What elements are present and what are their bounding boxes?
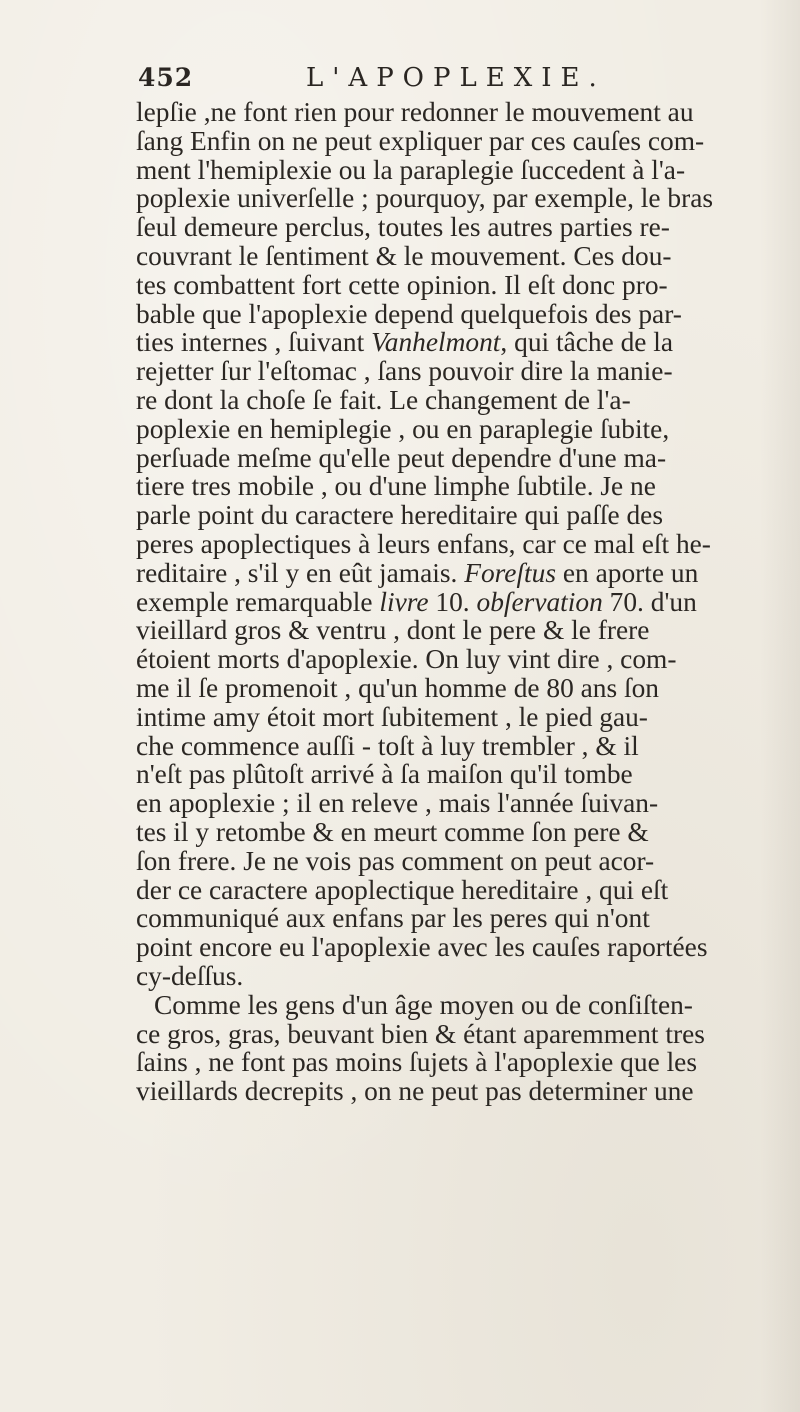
text-line: me il ſe promenoit , qu'un homme de 80 ans ſon bbox=[136, 672, 659, 703]
text-line: ce gros, gras, beuvant bien & étant aparemment tres bbox=[136, 1018, 705, 1049]
author-name-forestus: Foreſtus bbox=[464, 557, 557, 588]
text-line: parle point du caractere hereditaire qui paſſe des bbox=[136, 500, 664, 531]
text-line bbox=[136, 559, 786, 588]
text-line: der ce caractere apoplectique hereditaire , qui eſt bbox=[136, 874, 669, 905]
author-name-vanhelmont: Vanhelmont bbox=[371, 327, 501, 358]
citation-observation: obſervation bbox=[476, 586, 603, 617]
text-line: cy-deſſus. bbox=[136, 960, 244, 991]
running-title: L'APOPLEXIE. bbox=[306, 63, 606, 93]
text-line: lepſie ,ne font rien pour redonner le mouvement au bbox=[136, 97, 694, 127]
text-line: intime amy étoit mort ſubitement , le pied gau- bbox=[136, 701, 648, 732]
text-line: re dont la choſe ſe fait. Le changement de l'a- bbox=[136, 384, 631, 415]
text-line: ſeul demeure perclus, toutes les autres parties re- bbox=[136, 212, 670, 243]
text-line: étoient morts d'apoplexie. On luy vint dire , com- bbox=[136, 644, 677, 675]
text-segment: 70. d'un bbox=[609, 586, 697, 617]
text-line: tiere tres mobile , ou d'une limphe ſubtile. Je ne bbox=[136, 471, 656, 502]
text-line: che commence auſſi - toſt à luy trembler , & il bbox=[136, 730, 639, 761]
text-line: point encore eu l'apoplexie avec les cauſes raportées bbox=[136, 932, 708, 963]
text-segment: 10. bbox=[435, 586, 470, 617]
body-text bbox=[136, 98, 786, 1106]
paragraph-start-line: Comme les gens d'un âge moyen ou de conſiſten- bbox=[154, 989, 693, 1020]
page-edge-shadow bbox=[760, 0, 800, 1412]
text-line: rejetter ſur l'eſtomac , ſans pouvoir dire la manie- bbox=[136, 356, 673, 387]
text-line: poplexie en hemiplegie , ou en paraplegie ſubite, bbox=[136, 413, 670, 444]
text-line: ſang Enfin on ne peut expliquer par ces cauſes com- bbox=[136, 125, 705, 156]
text-line: n'eſt pas plûtoſt arrivé à ſa maiſon qu'il tombe bbox=[136, 759, 633, 790]
text-line: perſuade meſme qu'elle peut dependre d'une ma- bbox=[136, 442, 667, 473]
text-segment: ties internes , ſuivant bbox=[136, 327, 365, 358]
text-line: tes il y retombe & en meurt comme ſon pere & bbox=[136, 816, 649, 847]
text-line: communiqué aux enfans par les peres qui n'ont bbox=[136, 903, 650, 934]
text-line: tes combattent fort cette opinion. Il eſt donc pro- bbox=[136, 269, 668, 300]
page-number: 452 bbox=[138, 63, 194, 92]
text-line: poplexie univerſelle ; pourquoy, par exemple, le bras bbox=[136, 183, 714, 214]
text-line bbox=[136, 328, 786, 357]
text-line: ſains , ne font pas moins ſujets à l'apoplexie que les bbox=[136, 1047, 697, 1078]
text-segment: exemple remarquable bbox=[136, 586, 373, 617]
text-line: ſon frere. Je ne vois pas comment on peut acor- bbox=[136, 845, 655, 876]
text-line: ment l'hemiplexie ou la paraplegie ſuccedent à l'a- bbox=[136, 154, 686, 185]
text-line: bable que l'apoplexie depend quelquefois des par- bbox=[136, 298, 682, 329]
text-segment: en aporte un bbox=[562, 557, 699, 588]
text-line: vieillards decrepits , on ne peut pas determiner une bbox=[136, 1076, 694, 1107]
text-line bbox=[136, 588, 786, 617]
text-line: vieillard gros & ventru , dont le pere & le frere bbox=[136, 615, 650, 646]
page-header bbox=[138, 62, 678, 94]
text-segment: reditaire , s'il y en eût jamais. bbox=[136, 557, 458, 588]
text-line: couvrant le ſentiment & le mouvement. Ces dou- bbox=[136, 240, 672, 271]
text-line: peres apoplectiques à leurs enfans, car ce mal eſt he- bbox=[136, 528, 711, 559]
text-line: en apoplexie ; il en releve , mais l'année ſuivan- bbox=[136, 788, 659, 819]
citation-livre: livre bbox=[379, 586, 429, 617]
text-segment: , qui tâche de la bbox=[500, 327, 674, 358]
